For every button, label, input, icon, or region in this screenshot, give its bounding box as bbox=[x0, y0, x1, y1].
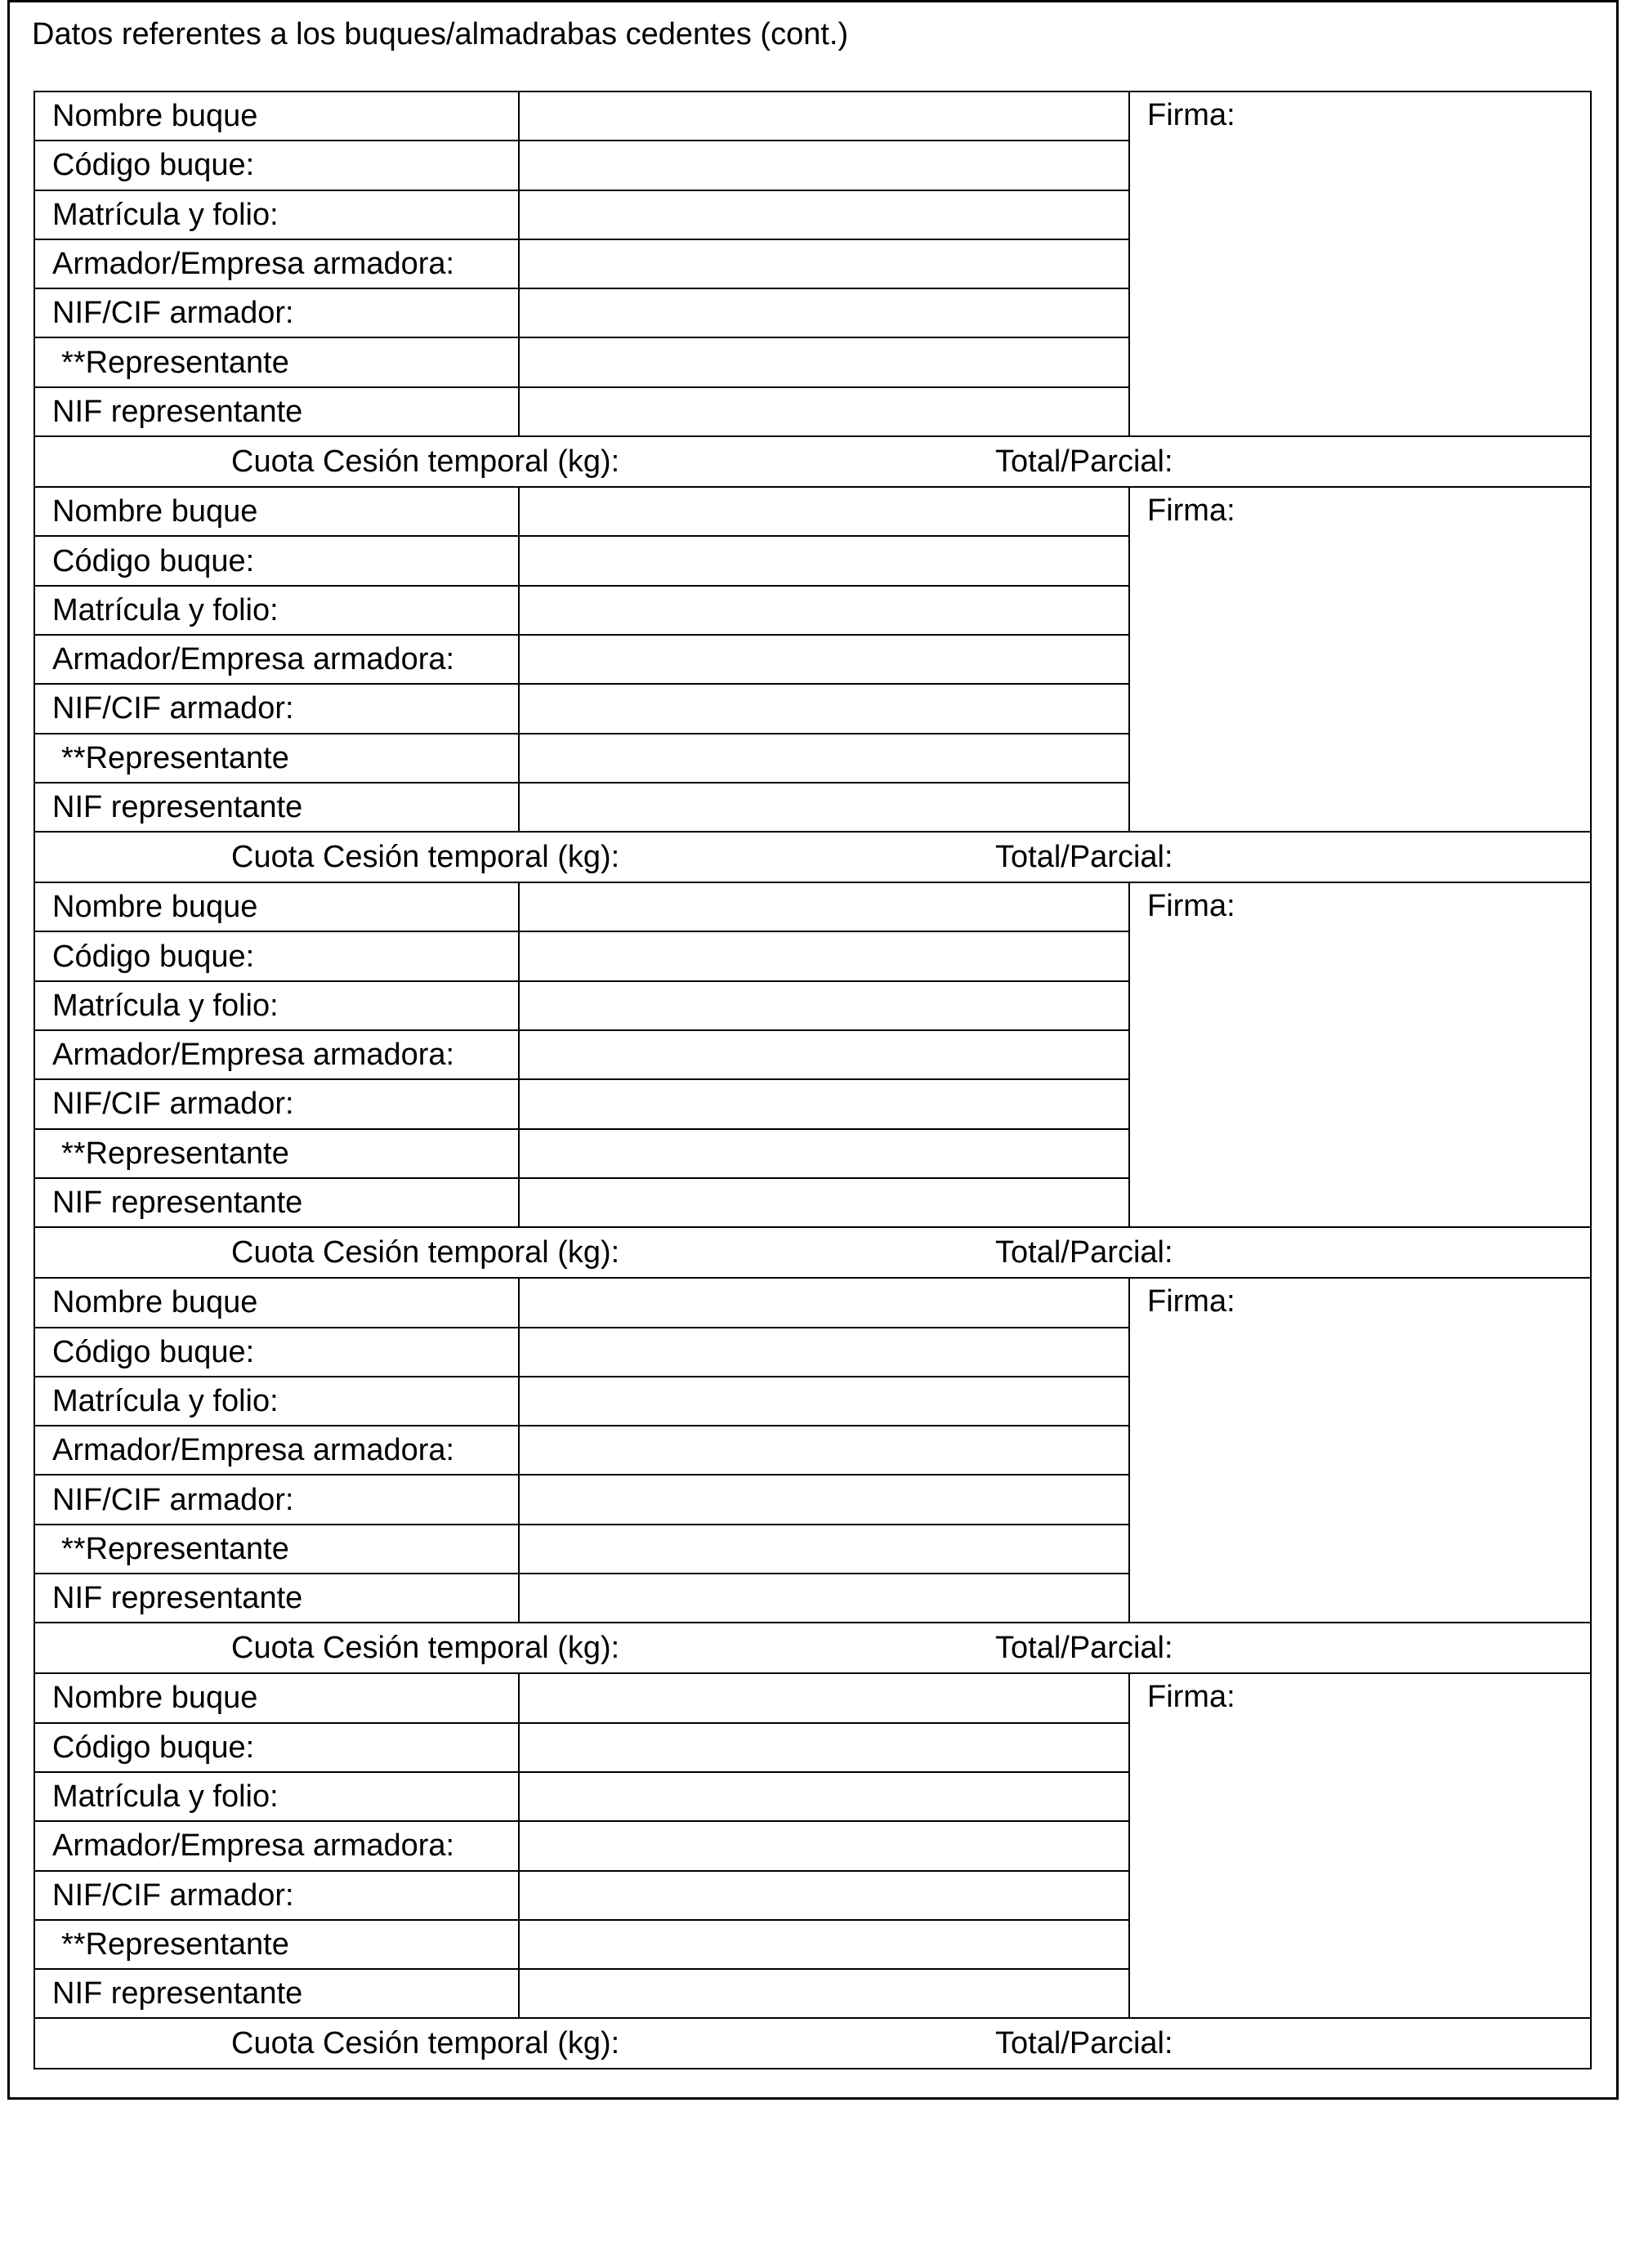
total-parcial-label: Total/Parcial: bbox=[995, 1631, 1173, 1666]
nif-representante-label: NIF representante bbox=[34, 387, 519, 436]
cuota-total-field[interactable] bbox=[34, 436, 1591, 487]
representante-field[interactable] bbox=[519, 1920, 1129, 1969]
armador-label: Armador/Empresa armadora: bbox=[34, 239, 519, 288]
matricula-folio-field[interactable] bbox=[519, 1772, 1129, 1821]
cuota-total-field[interactable] bbox=[34, 1227, 1591, 1278]
codigo-buque-label: Código buque: bbox=[34, 536, 519, 585]
form-row-cuota bbox=[34, 436, 1591, 487]
nif-representante-label: NIF representante bbox=[34, 1178, 519, 1227]
armador-label: Armador/Empresa armadora: bbox=[34, 1030, 519, 1079]
firma-signature-box[interactable]: Firma: bbox=[1129, 882, 1591, 1227]
nombre-buque-label: Nombre buque bbox=[34, 882, 519, 931]
armador-label: Armador/Empresa armadora: bbox=[34, 1821, 519, 1870]
armador-field[interactable] bbox=[519, 1821, 1129, 1870]
nif-representante-label: NIF representante bbox=[34, 1574, 519, 1623]
matricula-folio-label: Matrícula y folio: bbox=[34, 190, 519, 239]
nif-representante-field[interactable] bbox=[519, 1574, 1129, 1623]
vessel-form-table bbox=[34, 91, 1592, 2069]
cuota-cesion-label: Cuota Cesión temporal (kg): bbox=[231, 1631, 620, 1666]
total-parcial-label: Total/Parcial: bbox=[995, 444, 1173, 480]
form-body bbox=[34, 92, 1591, 2069]
representante-label: **Representante bbox=[34, 337, 519, 386]
form-row-nombre-buque bbox=[34, 1673, 1591, 1722]
nif-representante-field[interactable] bbox=[519, 387, 1129, 436]
total-parcial-label: Total/Parcial: bbox=[995, 2026, 1173, 2061]
cuota-cesion-label: Cuota Cesión temporal (kg): bbox=[231, 840, 620, 875]
total-parcial-label: Total/Parcial: bbox=[995, 1235, 1173, 1270]
page-title: Datos referentes a los buques/almadrabas cedentes (cont.) bbox=[32, 17, 849, 51]
nombre-buque-label: Nombre buque bbox=[34, 1673, 519, 1722]
firma-signature-box[interactable]: Firma: bbox=[1129, 1278, 1591, 1623]
representante-field[interactable] bbox=[519, 1525, 1129, 1574]
codigo-buque-field[interactable] bbox=[519, 536, 1129, 585]
cuota-total-field[interactable] bbox=[34, 2018, 1591, 2069]
form-row-cuota bbox=[34, 832, 1591, 882]
nif-representante-label: NIF representante bbox=[34, 1969, 519, 2018]
matricula-folio-field[interactable] bbox=[519, 586, 1129, 635]
codigo-buque-field[interactable] bbox=[519, 931, 1129, 980]
nombre-buque-field[interactable] bbox=[519, 1673, 1129, 1722]
armador-label: Armador/Empresa armadora: bbox=[34, 1426, 519, 1475]
firma-signature-box[interactable]: Firma: bbox=[1129, 487, 1591, 832]
armador-field[interactable] bbox=[519, 635, 1129, 684]
nombre-buque-field[interactable] bbox=[519, 882, 1129, 931]
representante-label: **Representante bbox=[34, 1920, 519, 1969]
representante-field[interactable] bbox=[519, 337, 1129, 386]
total-parcial-label: Total/Parcial: bbox=[995, 840, 1173, 875]
matricula-folio-field[interactable] bbox=[519, 190, 1129, 239]
nif-armador-label: NIF/CIF armador: bbox=[34, 684, 519, 733]
matricula-folio-label: Matrícula y folio: bbox=[34, 1377, 519, 1426]
nombre-buque-label: Nombre buque bbox=[34, 1278, 519, 1327]
cuota-cesion-label: Cuota Cesión temporal (kg): bbox=[231, 444, 620, 480]
matricula-folio-label: Matrícula y folio: bbox=[34, 981, 519, 1030]
cuota-total-field[interactable] bbox=[34, 832, 1591, 882]
nombre-buque-field[interactable] bbox=[519, 487, 1129, 536]
cuota-total-field[interactable] bbox=[34, 1623, 1591, 1673]
form-row-cuota bbox=[34, 1227, 1591, 1278]
form-row-nombre-buque bbox=[34, 882, 1591, 931]
nif-armador-field[interactable] bbox=[519, 1079, 1129, 1128]
form-row-cuota bbox=[34, 2018, 1591, 2069]
matricula-folio-label: Matrícula y folio: bbox=[34, 1772, 519, 1821]
nif-armador-label: NIF/CIF armador: bbox=[34, 1871, 519, 1920]
nif-representante-field[interactable] bbox=[519, 1178, 1129, 1227]
nif-armador-label: NIF/CIF armador: bbox=[34, 1079, 519, 1128]
armador-label: Armador/Empresa armadora: bbox=[34, 635, 519, 684]
matricula-folio-field[interactable] bbox=[519, 981, 1129, 1030]
cuota-cesion-label: Cuota Cesión temporal (kg): bbox=[231, 1235, 620, 1270]
firma-signature-box[interactable]: Firma: bbox=[1129, 1673, 1591, 2018]
nif-armador-field[interactable] bbox=[519, 684, 1129, 733]
nif-armador-field[interactable] bbox=[519, 1871, 1129, 1920]
firma-signature-box[interactable]: Firma: bbox=[1129, 92, 1591, 436]
nif-armador-label: NIF/CIF armador: bbox=[34, 1475, 519, 1524]
form-row-nombre-buque bbox=[34, 92, 1591, 141]
nif-armador-field[interactable] bbox=[519, 1475, 1129, 1524]
matricula-folio-label: Matrícula y folio: bbox=[34, 586, 519, 635]
nombre-buque-field[interactable] bbox=[519, 1278, 1129, 1327]
codigo-buque-label: Código buque: bbox=[34, 141, 519, 190]
form-row-nombre-buque bbox=[34, 487, 1591, 536]
representante-label: **Representante bbox=[34, 1129, 519, 1178]
representante-label: **Representante bbox=[34, 1525, 519, 1574]
codigo-buque-label: Código buque: bbox=[34, 1328, 519, 1377]
nif-armador-label: NIF/CIF armador: bbox=[34, 288, 519, 337]
armador-field[interactable] bbox=[519, 1030, 1129, 1079]
codigo-buque-field[interactable] bbox=[519, 141, 1129, 190]
codigo-buque-field[interactable] bbox=[519, 1723, 1129, 1772]
codigo-buque-label: Código buque: bbox=[34, 1723, 519, 1772]
nif-representante-field[interactable] bbox=[519, 1969, 1129, 2018]
form-row-cuota bbox=[34, 1623, 1591, 1673]
cuota-cesion-label: Cuota Cesión temporal (kg): bbox=[231, 2026, 620, 2061]
form-row-nombre-buque bbox=[34, 1278, 1591, 1327]
codigo-buque-field[interactable] bbox=[519, 1328, 1129, 1377]
armador-field[interactable] bbox=[519, 1426, 1129, 1475]
nombre-buque-label: Nombre buque bbox=[34, 487, 519, 536]
nif-representante-field[interactable] bbox=[519, 783, 1129, 832]
nombre-buque-label: Nombre buque bbox=[34, 92, 519, 141]
codigo-buque-label: Código buque: bbox=[34, 931, 519, 980]
representante-field[interactable] bbox=[519, 734, 1129, 783]
nombre-buque-field[interactable] bbox=[519, 92, 1129, 141]
nif-armador-field[interactable] bbox=[519, 288, 1129, 337]
nif-representante-label: NIF representante bbox=[34, 783, 519, 832]
representante-field[interactable] bbox=[519, 1129, 1129, 1178]
representante-label: **Representante bbox=[34, 734, 519, 783]
matricula-folio-field[interactable] bbox=[519, 1377, 1129, 1426]
armador-field[interactable] bbox=[519, 239, 1129, 288]
